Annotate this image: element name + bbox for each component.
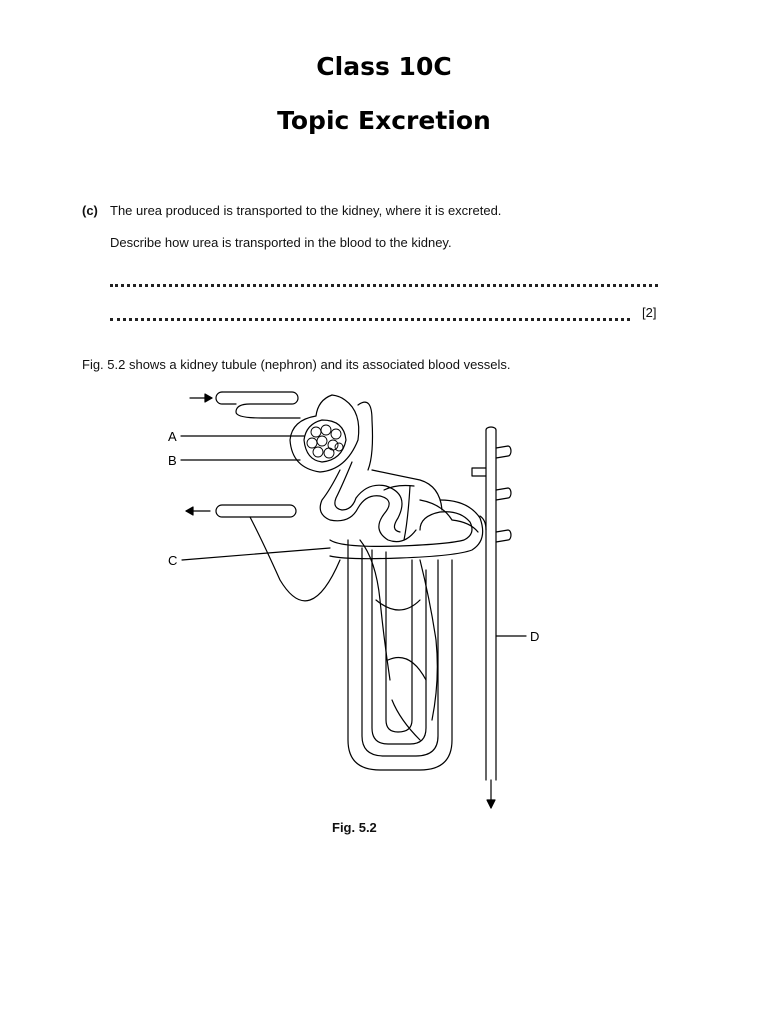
topic-title: Topic Excretion	[277, 106, 491, 135]
arrow-in-icon	[190, 394, 212, 402]
class-title: Class 10C	[316, 52, 452, 81]
efferent-arteriole	[216, 505, 340, 601]
label-c: C	[168, 553, 178, 568]
glomerulus	[307, 425, 343, 458]
proximal-tubule	[320, 402, 416, 541]
collecting-duct	[472, 427, 511, 780]
arrow-down-icon	[487, 780, 495, 808]
figure-caption: Fig. 5.2 shows a kidney tubule (nephron) and its associated blood vessels.	[82, 357, 511, 372]
label-b: B	[168, 453, 177, 468]
question-instruction: Describe how urea is transported in the blood to the kidney.	[110, 235, 452, 250]
pointer-c	[182, 548, 330, 560]
loop-of-henle	[348, 540, 452, 770]
label-d: D	[530, 629, 540, 644]
marks-indicator: [2]	[642, 305, 657, 320]
figure-label: Fig. 5.2	[332, 820, 377, 835]
question-statement: The urea produced is transported to the kidney, where it is excreted.	[110, 203, 502, 218]
label-a: A	[168, 429, 177, 444]
arrow-out-icon	[186, 507, 210, 515]
question-part-label: (c)	[82, 203, 98, 218]
afferent-arteriole	[216, 392, 300, 418]
capillary-network	[360, 470, 478, 740]
